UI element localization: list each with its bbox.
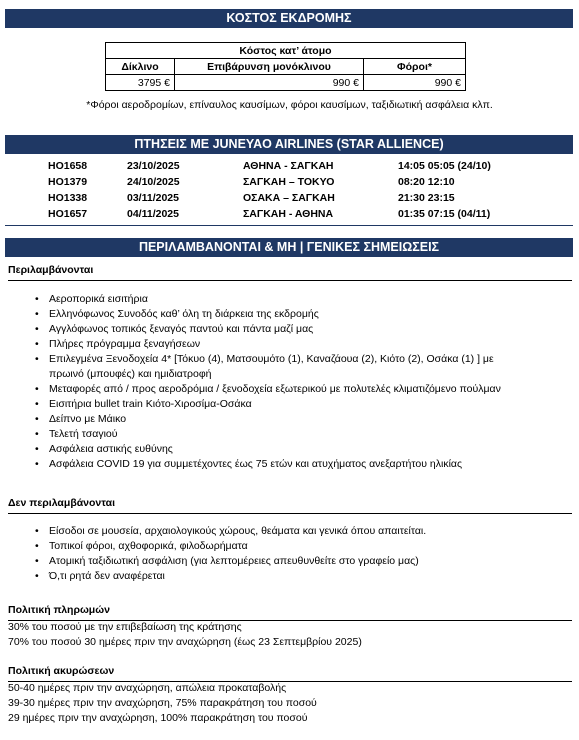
list-item: • Ό,τι ρητά δεν αναφέρεται — [0, 569, 579, 584]
included-title: Περιλαμβάνονται — [8, 264, 94, 276]
included-rule — [8, 280, 572, 281]
flight-route: ΣΑΓΚΑΗ – ΤΟΚΥΟ — [243, 176, 335, 188]
list-item: • Ελληνόφωνος Συνοδός καθ’ όλη τη διάρκεια της εκδρομής — [0, 307, 579, 322]
list-item: • Μεταφορές από / προς αεροδρόμια / ξενοδοχεία εξωτερικού με πολυτελές κλιματιζόμενο πούλμαν — [0, 382, 579, 397]
list-item: • Πλήρες πρόγραμμα ξεναγήσεων — [0, 337, 579, 352]
excluded-title: Δεν περιλαμβάνονται — [8, 497, 116, 509]
cost-table — [105, 42, 466, 91]
flight-date: 04/11/2025 — [127, 208, 179, 220]
flight-times: 08:20 12:10 — [398, 176, 455, 188]
flight-row — [0, 208, 579, 222]
flight-code: HO1379 — [48, 176, 88, 188]
excluded-list — [0, 524, 579, 584]
flights-section-header: ΠΤΗΣΕΙΣ ΜΕ JUNEYAO AIRLINES (STAR ALLIENCE) — [5, 135, 573, 154]
taxes-footnote: *Φόροι αεροδρομίων, επίναυλος καυσίμων, φόροι καυσίμων, ταξιδιωτική ασφάλεια κλπ. — [86, 99, 493, 111]
included-list — [0, 292, 579, 472]
cost-header-double: Δίκλινο — [106, 59, 175, 75]
flight-route: ΑΘΗΝΑ - ΣΑΓΚΑΗ — [243, 160, 334, 172]
cost-header-single-supplement: Επιβάρυνση μονόκλινου — [175, 59, 364, 75]
cancellation-policy-title: Πολιτική ακυρώσεων — [8, 665, 115, 677]
cost-header-taxes: Φόροι* — [364, 59, 466, 75]
cost-section-header: ΚΟΣΤΟΣ ΕΚΔΡΟΜΗΣ — [5, 9, 573, 28]
flight-date: 23/10/2025 — [127, 160, 180, 172]
list-item: • Τοπικοί φόροι, αχθοφορικά, φιλοδωρήματα — [0, 539, 579, 554]
flight-code: HO1657 — [48, 208, 88, 220]
cancellation-line: 29 ημέρες πριν την αναχώρηση, 100% παρακράτηση του ποσού — [8, 712, 308, 724]
cost-table-title: Κόστος κατ’ άτομο — [106, 43, 466, 59]
list-item: • Ασφάλεια αστικής ευθύνης — [0, 442, 579, 457]
flight-times: 21:30 23:15 — [398, 192, 455, 204]
cost-value-double: 3795 € — [106, 75, 175, 91]
cost-value-taxes: 990 € — [364, 75, 466, 91]
cancellation-line: 39-30 ημέρες πριν την αναχώρηση, 75% παρακράτηση του ποσού — [8, 697, 317, 709]
excluded-rule — [8, 513, 572, 514]
payment-line: 70% του ποσού 30 ημέρες πριν την αναχώρηση (έως 23 Σεπτεμβρίου 2025) — [8, 636, 362, 648]
payment-line: 30% του ποσού με την επιβεβαίωση της κράτησης — [8, 621, 242, 633]
flight-code: HO1338 — [48, 192, 88, 204]
list-item: • Εισιτήρια bullet train Κιότο-Χιροσίμα-Οσάκα — [0, 397, 579, 412]
flight-route: ΟΣΑΚΑ – ΣΑΓΚΑΗ — [243, 192, 335, 204]
list-item: • Τελετή τσαγιού — [0, 427, 579, 442]
list-item: • Αγγλόφωνος τοπικός ξεναγός παντού και πάντα μαζί μας — [0, 322, 579, 337]
list-item: • Επιλεγμένα Ξενοδοχεία 4* [Τόκυο (4), Ματσουμότο (1), Καναζάουα (2), Κιότο (2), Οσάκα (1) ] με πρωινό (μπουφές) και ημιδιατροφή — [0, 352, 579, 382]
list-item: • Ασφάλεια COVID 19 για συμμετέχοντες έως 75 ετών και ατυχήματος ανεξαρτήτου ηλικίας — [0, 457, 579, 472]
flight-times: 14:05 05:05 (24/10) — [398, 160, 491, 172]
list-item: • Ατομική ταξιδιωτική ασφάλιση (για λεπτομέρειες απευθυνθείτε στο γραφείο μας) — [0, 554, 579, 569]
flight-code: HO1658 — [48, 160, 88, 172]
cancellation-line: 50-40 ημέρες πριν την αναχώρηση, απώλεια προκαταβολής — [8, 682, 287, 694]
flight-row — [0, 160, 579, 174]
flight-date: 03/11/2025 — [127, 192, 179, 204]
notes-section-header: ΠΕΡΙΛΑΜΒΑΝΟΝΤΑΙ & ΜΗ | ΓΕΝΙΚΕΣ ΣΗΜΕΙΩΣΕΙΣ — [5, 238, 573, 257]
flights-divider — [5, 225, 573, 226]
flight-times: 01:35 07:15 (04/11) — [398, 208, 491, 220]
flight-row — [0, 192, 579, 206]
flight-row — [0, 176, 579, 190]
payment-policy-title: Πολιτική πληρωμών — [8, 604, 110, 616]
flight-route: ΣΑΓΚΑΗ - ΑΘΗΝΑ — [243, 208, 334, 220]
list-item: • Δείπνο με Μάικο — [0, 412, 579, 427]
cost-value-single-supplement: 990 € — [175, 75, 364, 91]
list-item: • Είσοδοι σε μουσεία, αρχαιολογικούς χώρους, θεάματα και γενικά όπου απαιτείται. — [0, 524, 579, 539]
flight-date: 24/10/2025 — [127, 176, 180, 188]
list-item: • Αεροπορικά εισιτήρια — [0, 292, 579, 307]
